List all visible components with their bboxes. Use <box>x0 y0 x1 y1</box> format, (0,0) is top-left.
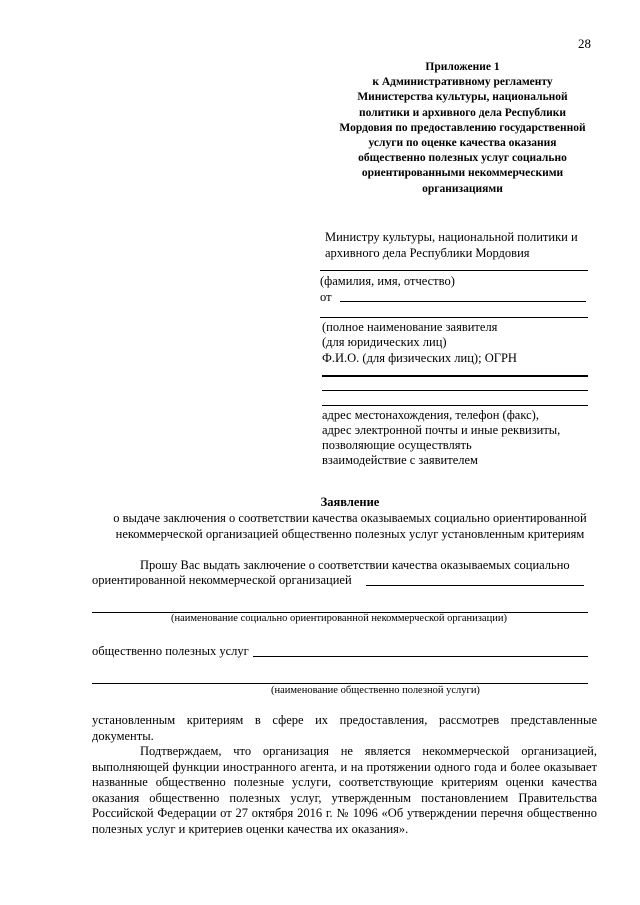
services-label: общественно полезных услуг <box>92 644 249 658</box>
applicant-input-line[interactable] <box>320 317 588 318</box>
appendix-line: политики и архивного дела Республики <box>358 106 567 119</box>
appendix-line: Приложение 1 <box>425 61 500 73</box>
appendix-line: к Административному регламенту <box>372 76 553 89</box>
address-caption: адрес электронной почты и иные реквизиты, <box>322 423 561 437</box>
org-caption: (наименование социально ориентированной некоммерческой организации) <box>171 613 507 624</box>
service-caption: (наименование общественно полезной услуги) <box>271 685 480 696</box>
address-caption: взаимодействие с заявителем <box>322 453 478 467</box>
from-input-line[interactable] <box>340 301 586 302</box>
appendix-line: ориентированными некоммерческими <box>361 167 564 180</box>
service-name-input-line[interactable] <box>92 683 588 684</box>
statement-title: Заявление <box>320 495 380 509</box>
appendix-line: общественно полезных услуг социально <box>358 152 567 165</box>
address-input-line[interactable] <box>322 375 588 377</box>
applicant-caption: (для юридических лиц) <box>322 335 447 349</box>
appendix-line: Мордовия по предоставлению государственной <box>339 121 586 134</box>
statement-subtitle: о выдаче заключения о соответствии качества оказываемых социально ориентированной <box>113 511 587 525</box>
request-line: ориентированной некоммерческой организацией <box>92 573 352 587</box>
appendix-line: организациями <box>422 182 503 195</box>
addressee-line: архивного дела Республики Мордовия <box>325 246 530 260</box>
appendix-line: услуги по оценке качества оказания <box>368 137 557 150</box>
page-number: 28 <box>578 36 591 51</box>
request-line: Прошу Вас выдать заключение о соответствии качества оказываемых социально <box>140 558 570 572</box>
from-label: от <box>320 290 332 304</box>
statement-subtitle: некоммерческой организацией общественно полезных услуг установленным критериям <box>115 527 585 541</box>
address-caption: адрес местонахождения, телефон (факс), <box>322 408 539 422</box>
fio-input-line[interactable] <box>320 270 588 271</box>
addressee-line: Министру культуры, национальной политики и <box>325 230 578 244</box>
appendix-header <box>330 60 595 197</box>
org-input-line[interactable] <box>366 585 584 586</box>
address-input-line[interactable] <box>322 405 588 406</box>
criteria-paragraph: установленным критериям в сфере их предоставления, рассмотрев представленные документы. <box>92 713 597 743</box>
services-input-line[interactable] <box>253 656 588 657</box>
fio-caption: (фамилия, имя, отчество) <box>320 274 455 288</box>
applicant-caption: (полное наименование заявителя <box>322 320 498 334</box>
appendix-line: Министерства культуры, национальной <box>357 91 568 104</box>
confirm-paragraph: Подтверждаем, что организация не является некоммерческой организацией, выполняющей функции иностранного агента, и на протяжении одного года и более оказывает названные общественно полезные услуги, соответствующие критериям оценки качества оказания общественно полезных услуг, утвержденным постановлением Правительства Российской Федерации от 27 октября 2016 г. № 1096 «Об утверждении перечня общественно полезных услуг и критериев оценки качества их оказания». <box>92 744 597 836</box>
body-text <box>92 713 597 837</box>
applicant-caption: Ф.И.О. (для физических лиц); ОГРН <box>322 351 517 365</box>
address-input-line[interactable] <box>322 390 588 391</box>
address-caption: позволяющие осуществлять <box>322 438 472 452</box>
